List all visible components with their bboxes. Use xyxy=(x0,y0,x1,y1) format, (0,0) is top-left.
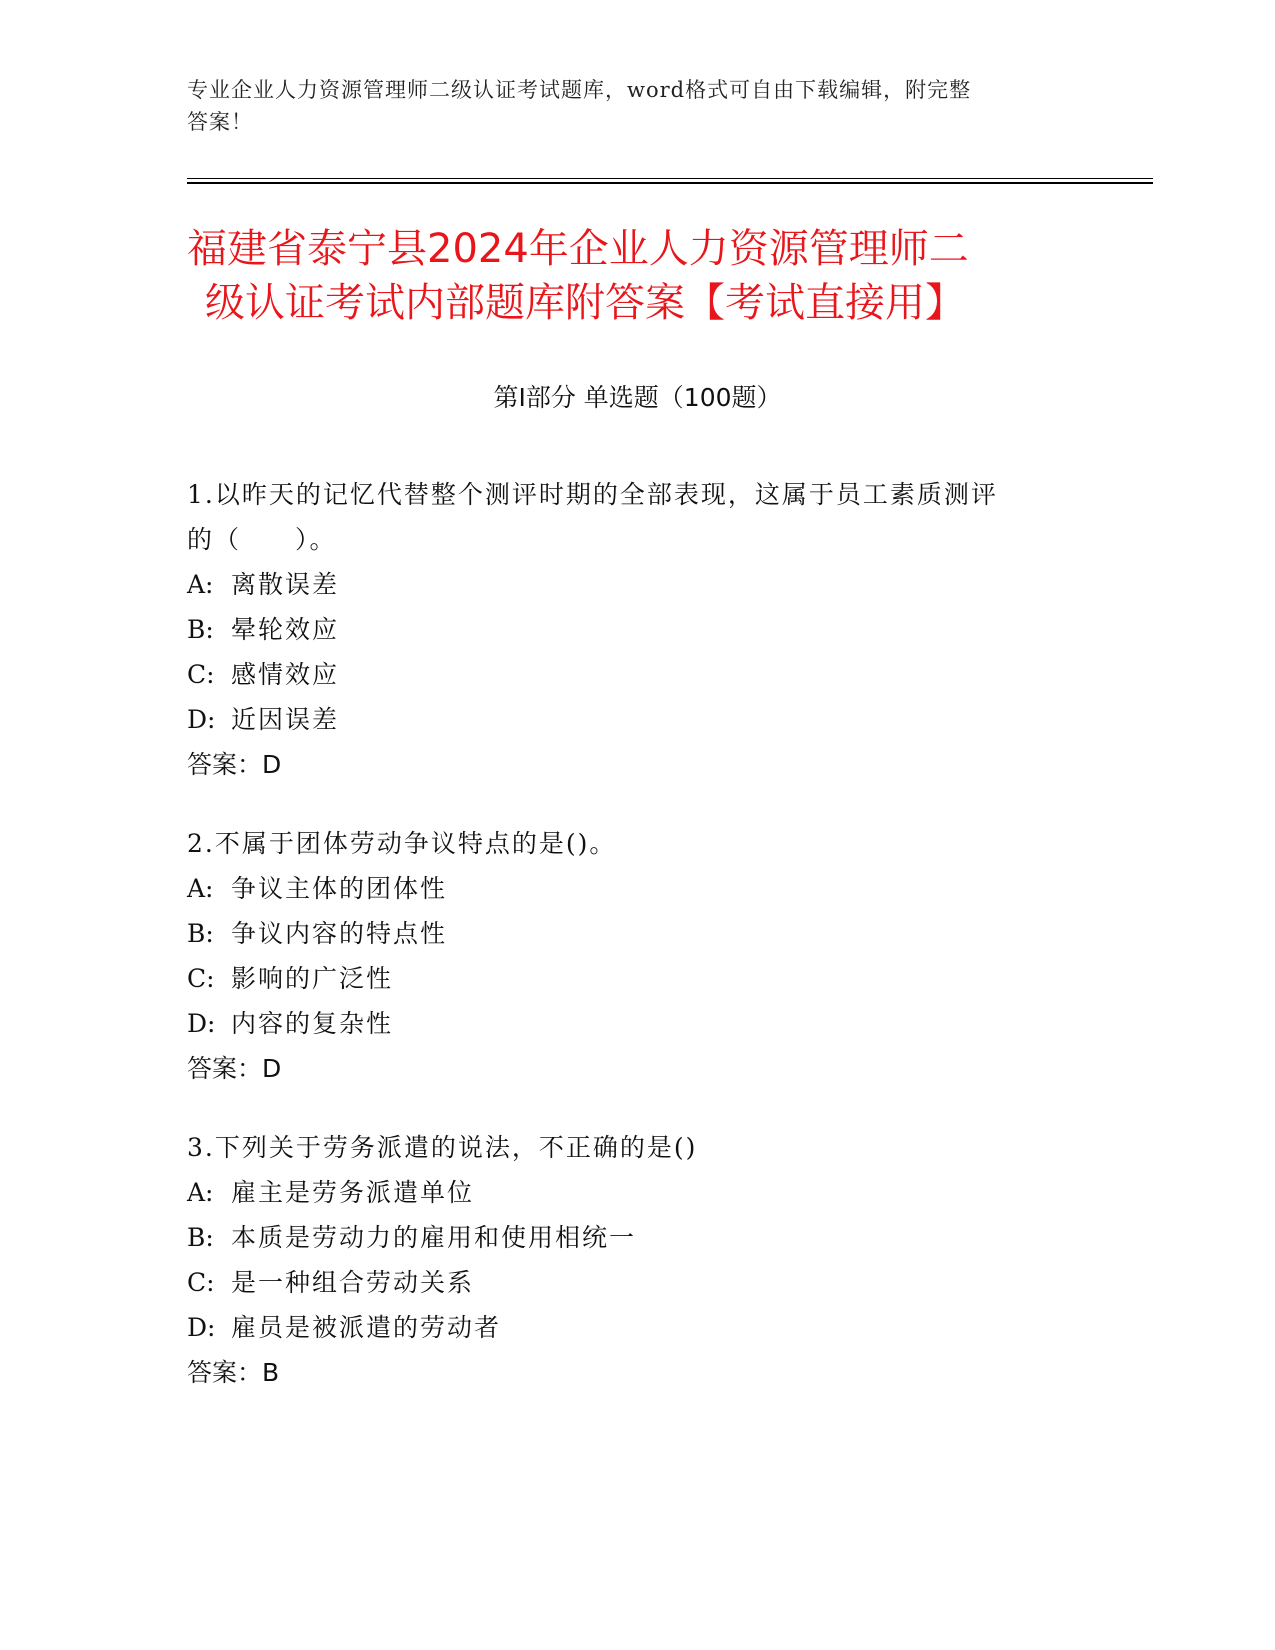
question-stem: 的（ ）。 xyxy=(187,525,337,554)
answer-option xyxy=(187,866,1067,911)
answer-option xyxy=(187,1170,1067,1215)
option-letter: C: xyxy=(187,660,215,689)
question-item xyxy=(187,1125,1067,1395)
option-text: 本质是劳动力的雇用和使用相统一 xyxy=(231,1223,637,1252)
question-item xyxy=(187,821,1067,1091)
option-text: 雇主是劳务派遣单位 xyxy=(231,1178,475,1207)
option-letter: C: xyxy=(187,1268,215,1297)
document-title-line: 福建省泰宁县2024年企业人力资源管理师二 xyxy=(187,226,969,272)
document-title xyxy=(187,222,1087,330)
header-note-line: 答案！ xyxy=(187,110,253,134)
option-text: 内容的复杂性 xyxy=(231,1009,394,1038)
option-text: 争议内容的特点性 xyxy=(231,919,448,948)
question-answer: 答案：D xyxy=(187,750,282,779)
answer-option xyxy=(187,562,1067,607)
question-list xyxy=(187,472,1067,1429)
document-title-line: 级认证考试内部题库附答案【考试直接用】 xyxy=(205,280,965,326)
answer-option xyxy=(187,1215,1067,1260)
option-text: 争议主体的团体性 xyxy=(231,874,448,903)
option-letter: A: xyxy=(187,1178,214,1207)
section-title: 第Ⅰ部分 单选题（100题） xyxy=(493,383,782,412)
answer-option xyxy=(187,607,1067,652)
header-note-line: 专业企业人力资源管理师二级认证考试题库，word格式可自由下载编辑，附完整 xyxy=(187,78,972,102)
option-letter: D: xyxy=(187,1009,216,1038)
header-divider-thin xyxy=(187,178,1153,179)
option-text: 晕轮效应 xyxy=(231,615,340,644)
question-answer: 答案：D xyxy=(187,1054,282,1083)
option-text: 影响的广泛性 xyxy=(231,964,394,993)
answer-option xyxy=(187,1260,1067,1305)
option-letter: A: xyxy=(187,570,214,599)
answer-option xyxy=(187,956,1067,1001)
question-answer: 答案：B xyxy=(187,1358,280,1387)
option-letter: A: xyxy=(187,874,214,903)
option-letter: D: xyxy=(187,1313,216,1342)
option-letter: C: xyxy=(187,964,215,993)
header-divider-thick xyxy=(187,182,1153,184)
question-stem: 2.不属于团体劳动争议特点的是()。 xyxy=(187,829,617,858)
question-item xyxy=(187,472,1067,787)
option-text: 是一种组合劳动关系 xyxy=(231,1268,475,1297)
answer-option xyxy=(187,1305,1067,1350)
answer-option xyxy=(187,1001,1067,1046)
option-letter: B: xyxy=(187,615,214,644)
option-text: 雇员是被派遣的劳动者 xyxy=(231,1313,502,1342)
option-letter: B: xyxy=(187,919,214,948)
option-letter: B: xyxy=(187,1223,214,1252)
option-text: 感情效应 xyxy=(231,660,340,689)
option-text: 近因误差 xyxy=(231,705,340,734)
question-stem: 3.下列关于劳务派遣的说法，不正确的是() xyxy=(187,1133,698,1162)
answer-option xyxy=(187,652,1067,697)
answer-option xyxy=(187,911,1067,956)
option-letter: D: xyxy=(187,705,216,734)
option-text: 离散误差 xyxy=(231,570,340,599)
question-stem: 1.以昨天的记忆代替整个测评时期的全部表现，这属于员工素质测评 xyxy=(187,480,998,509)
header-note xyxy=(187,74,1067,138)
answer-option xyxy=(187,697,1067,742)
